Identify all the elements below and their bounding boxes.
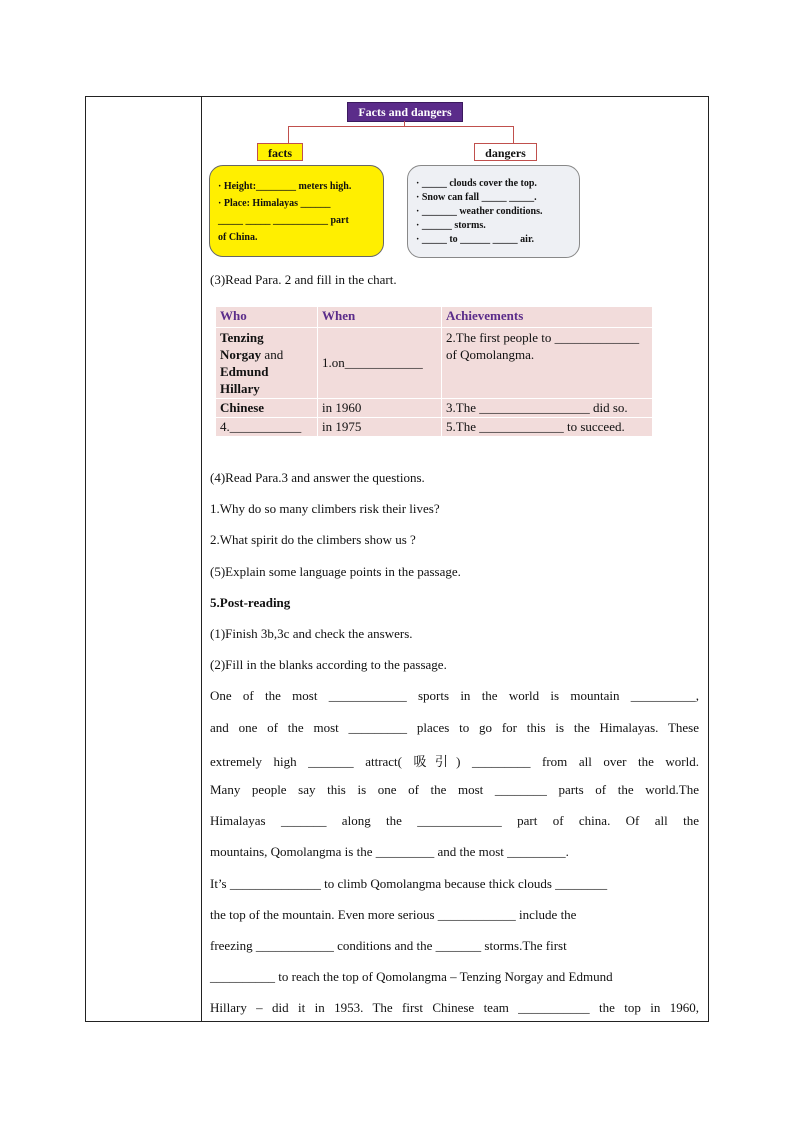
connector-line [288,126,289,143]
connector-line [513,126,514,143]
finish-instruction: (1)Finish 3b,3c and check the answers. [210,626,413,641]
facts-line: of China. [218,232,258,243]
question-1: 1.Why do so many climbers risk their lives? [210,501,440,516]
cell-achievement: 2.The first people to _____________ of Qomolangma. [442,328,653,399]
passage-line: freezing ____________ conditions and the _______ storms.The first [210,938,567,953]
passage-line: the top of the mountain. Even more serious ____________ include the [210,907,577,922]
fill-blanks-instruction: (2)Fill in the blanks according to the passage. [210,657,447,672]
cell-achievement: 5.The _____________ to succeed. [442,418,653,437]
facts-line: · Height:________ meters high. [218,181,352,192]
facts-line: _____ _____ ___________ part [218,215,349,226]
cell-who [216,328,318,399]
cell-when: in 1960 [318,399,442,418]
passage-line: and one of the most _________ places to go for this is the Himalayas. These [210,720,699,735]
cell-when: 1.on____________ [318,328,442,399]
table-row [216,418,653,437]
language-points-instruction: (5)Explain some language points in the passage. [210,564,461,579]
who-and: and [261,347,284,362]
dangers-line: · Snow can fall _____ _____. [416,192,537,203]
facts-line: · Place: Himalayas ______ [218,198,331,209]
dangers-line: · ______ storms. [416,220,486,231]
passage-line: mountains, Qomolangma is the _________ and the most _________. [210,844,569,859]
who-line: Tenzing [220,330,264,345]
dangers-line: · _____ clouds cover the top. [416,178,537,189]
who-line: Edmund [220,364,269,379]
para3-instruction: (4)Read Para.3 and answer the questions. [210,470,425,485]
passage-line: __________ to reach the top of Qomolangma – Tenzing Norgay and Edmund [210,969,613,984]
dangers-line: · _____ to ______ _____ air. [416,234,534,245]
facts-box [209,165,384,257]
header-when: When [318,307,442,328]
dangers-box [407,165,580,258]
passage-line: extremely high _______ attract( 吸引) _________ from all over the world. [210,754,699,769]
passage-line: Himalayas _______ along the _____________ part of china. Of all the [210,813,699,828]
table-row [216,328,653,399]
diagram-title: Facts and dangers [347,102,463,122]
header-achievements: Achievements [442,307,653,328]
para2-instruction: (3)Read Para. 2 and fill in the chart. [210,272,397,287]
table-row [216,399,653,418]
table-header-row [216,307,653,328]
cell-who: Chinese [216,399,318,418]
question-2: 2.What spirit do the climbers show us ? [210,532,416,547]
facts-label: facts [257,143,303,161]
connector-line [288,126,514,127]
achievements-table [215,306,653,437]
post-reading-heading: 5.Post-reading [210,595,291,610]
dangers-label: dangers [474,143,537,161]
dangers-line: · _______ weather conditions. [416,206,543,217]
passage-line: It’s ______________ to climb Qomolangma because thick clouds ________ [210,876,608,891]
cell-who: 4.___________ [216,418,318,437]
passage-line: Many people say this is one of the most ________ parts of the world.The [210,782,699,797]
cell-achievement: 3.The _________________ did so. [442,399,653,418]
passage-line: One of the most ____________ sports in the world is mountain __________, [210,688,699,703]
passage-line: Hillary – did it in 1953. The first Chinese team ___________ the top in 1960, [210,1000,699,1015]
column-divider [201,96,202,1022]
who-line: Hillary [220,381,260,396]
who-line: Norgay [220,347,262,362]
header-who: Who [216,307,318,328]
cell-when: in 1975 [318,418,442,437]
